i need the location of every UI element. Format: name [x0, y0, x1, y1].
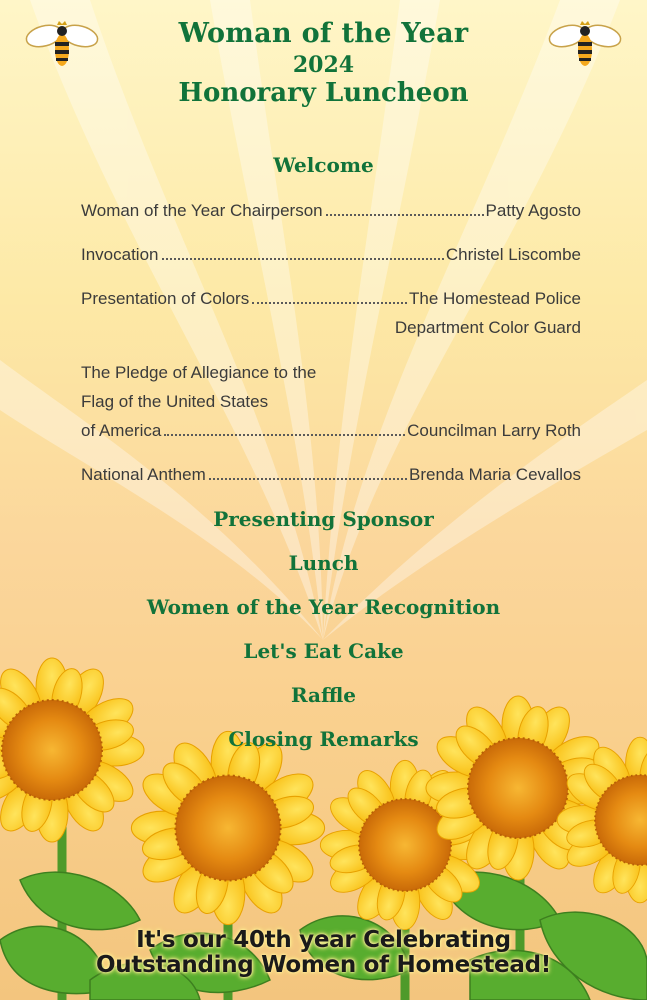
- program-item-name-continued: Department Color Guard: [394, 318, 581, 337]
- program-item-label-line: The Pledge of Allegiance to the: [81, 363, 317, 382]
- program-item: [81, 416, 581, 445]
- dot-leader: [162, 258, 444, 260]
- footer-line-2: Outstanding Women of Homestead!: [96, 952, 551, 978]
- section-heading: Women of the Year Recognition: [146, 595, 501, 619]
- dot-leader: [209, 478, 407, 480]
- program-item: [81, 196, 581, 225]
- program-item: [81, 284, 581, 313]
- welcome-heading: Welcome: [273, 153, 374, 177]
- program-item-label: National Anthem: [81, 465, 206, 484]
- program-item-name: Councilman Larry Roth: [407, 421, 581, 440]
- program-item-label-line: Flag of the United States: [81, 392, 269, 411]
- dot-leader: [164, 434, 405, 436]
- program-item-name: Christel Liscombe: [445, 245, 581, 264]
- section-heading: Lunch: [288, 551, 359, 575]
- title-line-1: Woman of the Year: [178, 18, 469, 49]
- section-heading: Closing Remarks: [228, 727, 419, 751]
- program-item-label: Presentation of Colors: [81, 289, 250, 308]
- section-heading: Let's Eat Cake: [243, 639, 404, 663]
- program-item-name: The Homestead Police: [409, 289, 581, 308]
- title-line-3: Honorary Luncheon: [178, 78, 469, 108]
- program-item-label: of America: [81, 421, 162, 440]
- footer-line-1: It's our 40th year Celebrating: [136, 927, 511, 953]
- program-item-name: Brenda Maria Cevallos: [409, 465, 581, 484]
- program-item-label: Woman of the Year Chairperson: [81, 201, 323, 220]
- program-item: [81, 240, 581, 269]
- dot-leader: [252, 302, 407, 304]
- section-heading: Presenting Sponsor: [213, 507, 434, 531]
- program-item-name: Patty Agosto: [485, 201, 581, 220]
- program-item-label: Invocation: [81, 245, 159, 264]
- program-item: [81, 460, 581, 489]
- dot-leader: [326, 214, 484, 216]
- title-year: 2024: [292, 52, 355, 78]
- section-heading: Raffle: [290, 683, 357, 707]
